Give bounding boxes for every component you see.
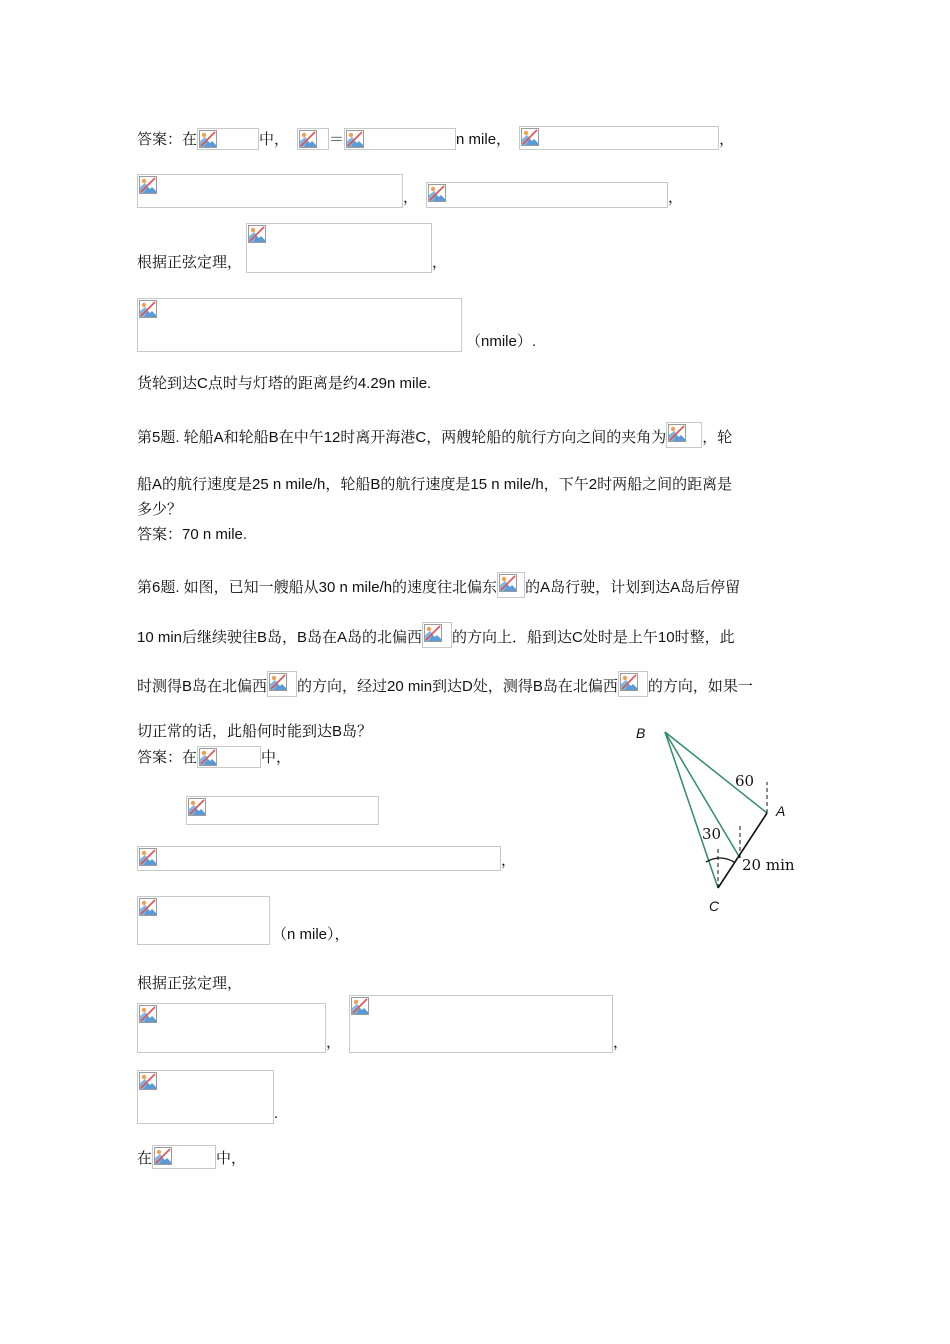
text: 第5题. 轮船A和轮船B在中午12时离开海港C，两艘轮船的航行方向之间的夹角为 <box>137 429 667 446</box>
text: 切正常的话，此船何时能到达B岛？ <box>137 723 373 740</box>
formula-image <box>422 622 452 648</box>
formula-image <box>519 126 719 150</box>
label-c: C <box>709 898 720 914</box>
broken-image-icon <box>139 1072 157 1090</box>
text: 中， <box>216 1150 247 1167</box>
text: ，轮 <box>702 429 733 446</box>
broken-image-icon <box>139 1005 157 1023</box>
text: ， <box>326 1034 342 1051</box>
formula-image <box>137 1003 326 1053</box>
text: ， <box>432 254 448 271</box>
q6-answer-line-7 <box>137 1145 246 1169</box>
formula-image <box>197 128 259 150</box>
formula-image <box>344 128 456 150</box>
text: 的方向上．船到达C处时是上午10时整，此 <box>452 629 735 646</box>
broken-image-icon <box>139 898 157 916</box>
text: 在 <box>137 1150 153 1167</box>
q5-answer <box>137 525 247 545</box>
text: 的方向，经过20 min到达D处，测得B岛在北偏西 <box>297 678 618 695</box>
text: （n mile）， <box>272 926 350 943</box>
formula-image <box>197 746 261 768</box>
broken-image-icon <box>620 673 638 691</box>
text: 时测得B岛在北偏西 <box>137 678 268 695</box>
text: （nmile）. <box>466 333 537 350</box>
q5-line-3 <box>137 500 182 520</box>
broken-image-icon <box>188 798 206 816</box>
answer-line-3 <box>137 223 447 273</box>
text: ， <box>403 189 419 206</box>
text: 第6题. 如图，已知一艘船从30 n mile/h的速度往北偏东 <box>137 579 498 596</box>
formula-image <box>137 174 403 208</box>
q6-answer-line-6 <box>137 1070 278 1124</box>
formula-image <box>297 128 329 150</box>
text: 的方向，如果一 <box>647 678 753 695</box>
formula-image <box>426 182 668 208</box>
text: 中， <box>261 749 292 766</box>
text: 10 min后继续驶往B岛，B岛在A岛的北偏西 <box>137 629 423 646</box>
text: ＝ <box>329 131 345 148</box>
text: 答案：在 <box>137 749 198 766</box>
broken-image-icon <box>346 130 364 148</box>
broken-image-icon <box>269 673 287 691</box>
text: . <box>274 1105 279 1122</box>
broken-image-icon <box>248 225 266 243</box>
broken-image-icon <box>668 424 686 442</box>
text: 中， <box>259 131 290 148</box>
formula-image <box>267 671 297 697</box>
label-60: 60 <box>735 772 755 790</box>
formula-image <box>152 1145 216 1169</box>
label-20min: 20 min <box>742 856 795 874</box>
text: 根据正弦定理， <box>137 975 243 992</box>
text: 的A岛行驶，计划到达A岛后停留 <box>525 579 741 596</box>
text: ， <box>501 852 517 869</box>
answer-line-4 <box>137 298 536 352</box>
text: ， <box>719 131 735 148</box>
broken-image-icon <box>351 997 369 1015</box>
formula-image <box>137 298 462 352</box>
answer-line-2 <box>137 174 683 208</box>
text: 船A的航行速度是25 n mile/h，轮船B的航行速度是15 n mile/h，下午2时两船之间的距离是 <box>137 476 733 493</box>
formula-image <box>497 572 525 598</box>
formula-image <box>349 995 613 1053</box>
formula-image <box>618 671 648 697</box>
answer-conclusion <box>137 374 431 394</box>
text: 答案：70 n mile. <box>137 526 248 543</box>
broken-image-icon <box>299 130 317 148</box>
q6-line-3 <box>137 671 753 697</box>
label-b: B <box>636 725 646 741</box>
text: n mile， <box>456 131 512 148</box>
q6-line-4 <box>137 722 372 742</box>
q6-answer-line-3 <box>137 846 516 871</box>
navigation-diagram <box>620 720 800 920</box>
angle-arc <box>706 858 734 862</box>
text: 答案：在 <box>137 131 198 148</box>
broken-image-icon <box>199 130 217 148</box>
broken-image-icon <box>199 748 217 766</box>
broken-image-icon <box>139 848 157 866</box>
q6-sine-rule <box>137 974 242 994</box>
broken-image-icon <box>499 574 517 592</box>
q6-answer-line-5 <box>137 995 628 1053</box>
formula-image <box>137 1070 274 1124</box>
formula-image <box>666 422 702 448</box>
formula-image <box>137 896 270 945</box>
label-30: 30 <box>702 825 722 843</box>
q6-line-1 <box>137 572 740 598</box>
q6-answer-line-1 <box>137 746 291 768</box>
line-b-c <box>665 732 718 888</box>
q6-answer-line-4 <box>137 896 350 945</box>
text: ， <box>613 1034 629 1051</box>
formula-image <box>246 223 432 273</box>
q5-line-1 <box>137 422 732 448</box>
text: 货轮到达C点时与灯塔的距离是约4.29n mile. <box>137 375 432 392</box>
broken-image-icon <box>424 624 442 642</box>
text: 多少？ <box>137 501 183 518</box>
text: ， <box>668 189 684 206</box>
text: 根据正弦定理， <box>137 254 243 271</box>
answer-line-1 <box>137 126 734 150</box>
q6-answer-line-2 <box>186 796 379 825</box>
broken-image-icon <box>139 176 157 194</box>
line-c-a <box>718 813 767 888</box>
q6-line-2 <box>137 622 735 648</box>
q5-line-2 <box>137 475 732 495</box>
label-a: A <box>776 803 786 819</box>
broken-image-icon <box>521 128 539 146</box>
broken-image-icon <box>154 1147 172 1165</box>
formula-image <box>137 846 501 871</box>
broken-image-icon <box>428 184 446 202</box>
formula-image <box>186 796 379 825</box>
broken-image-icon <box>139 300 157 318</box>
